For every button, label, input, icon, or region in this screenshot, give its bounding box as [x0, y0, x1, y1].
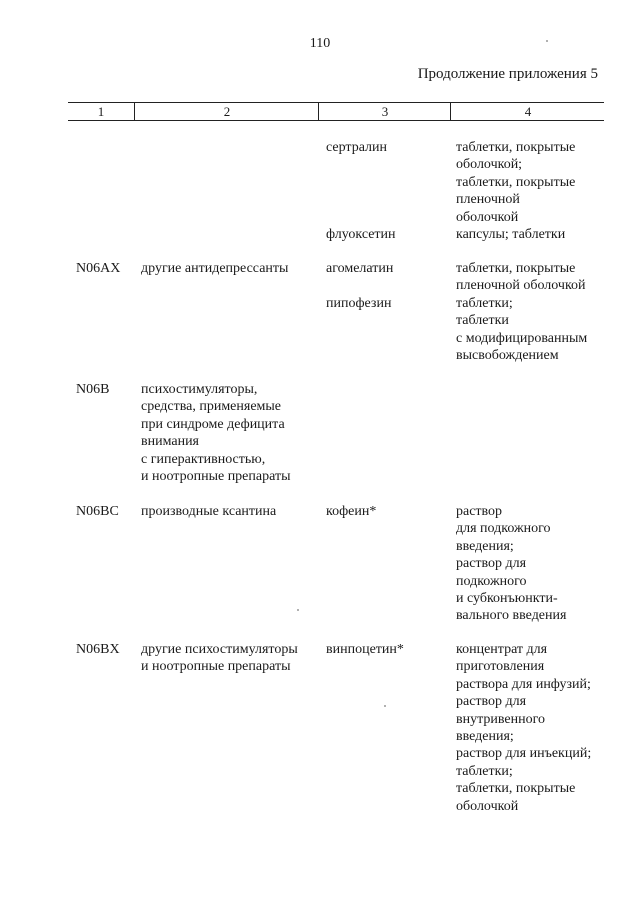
page-number: 110 — [309, 36, 331, 51]
table-cell-drug: пипофезин — [326, 296, 392, 311]
table-cell-code: N06BC — [76, 504, 119, 519]
table-cell-group: производные ксантина — [141, 504, 277, 519]
table-cell-forms: раствор для подкожного введения; раствор для подкожного и субконъюнкти- вального введения — [456, 504, 567, 624]
table-header-row — [68, 102, 604, 121]
scan-speck — [384, 705, 386, 707]
table-cell-drug: кофеин* — [326, 504, 377, 519]
table-cell-forms: концентрат для приготовления раствора для инфузий; раствор для внутривенного введения; раствор для инъекций; таблетки; таблетки, покрытые оболочкой — [456, 642, 592, 814]
table-cell-forms: таблетки, покрытые пленочной оболочкой — [456, 261, 586, 294]
header-cell-2: 2 — [134, 103, 319, 120]
table-cell-forms: таблетки, покрытые оболочкой; таблетки, покрытые пленочной оболочкой — [456, 140, 576, 225]
table-cell-group: психостимуляторы, средства, применяемые при синдроме дефицита внимания с гиперактивностью, и ноотропные препараты — [141, 382, 291, 485]
table-cell-forms: капсулы; таблетки — [456, 227, 566, 242]
header-cell-3: 3 — [318, 103, 451, 120]
scan-speck — [546, 40, 548, 42]
header-cell-1: 1 — [97, 104, 105, 119]
scan-speck — [297, 609, 299, 611]
table-cell-drug: флуоксетин — [326, 227, 396, 242]
header-cell-4: 4 — [450, 103, 605, 120]
table-cell-drug: сертралин — [326, 140, 388, 155]
table-cell-code: N06B — [76, 382, 110, 397]
table-cell-forms: таблетки; таблетки с модифицированным высвобождением — [456, 296, 588, 364]
table-cell-group: другие психостимуляторы и ноотропные препараты — [141, 642, 298, 675]
table-cell-code: N06AX — [76, 261, 121, 276]
table-cell-group: другие антидепрессанты — [141, 261, 289, 276]
table-cell-drug: винпоцетин* — [326, 642, 404, 657]
continuation-heading: Продолжение приложения 5 — [417, 66, 598, 82]
table-cell-code: N06BX — [76, 642, 120, 657]
table-cell-drug: агомелатин — [326, 261, 394, 276]
